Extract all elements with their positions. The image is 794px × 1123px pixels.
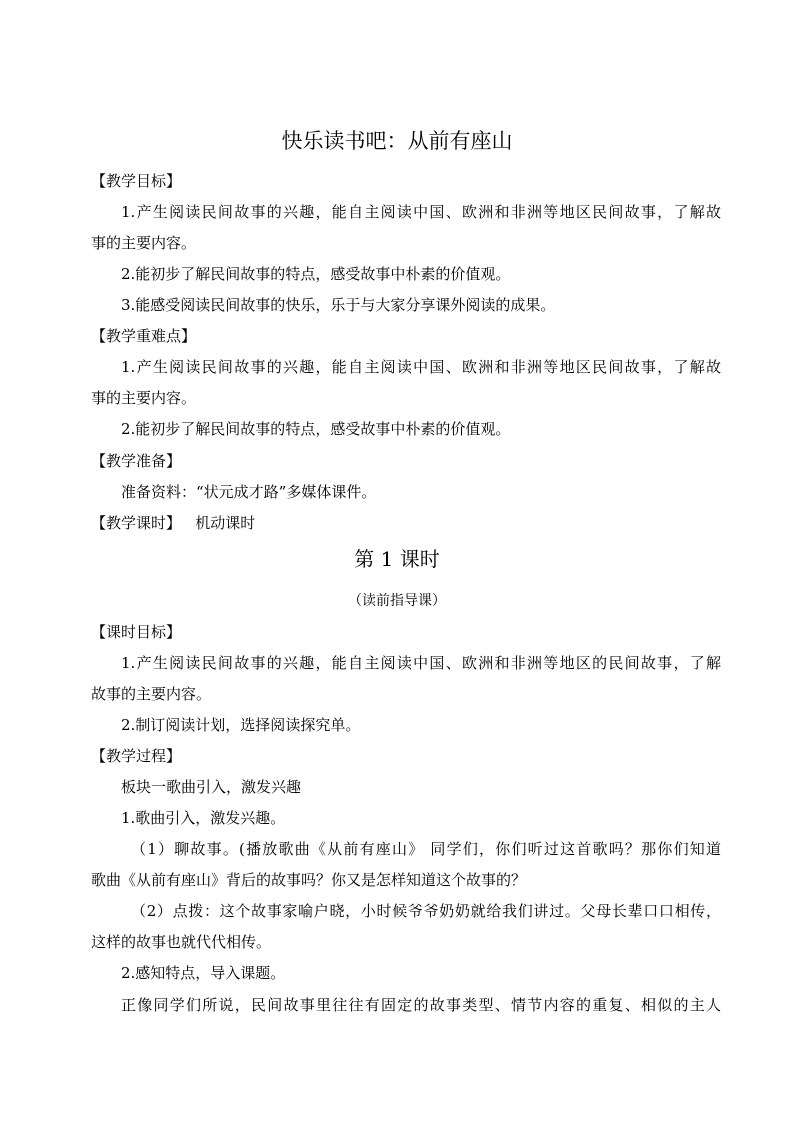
lesson-goal-2: 2.制订阅读计划，选择阅读探究单。 xyxy=(121,716,361,734)
lesson-goal-1-line-2: 故事的主要内容。 xyxy=(91,685,212,703)
section-header-teaching-goals: 【教学目标】 xyxy=(91,172,182,190)
section-header-preparation: 【教学准备】 xyxy=(91,452,182,470)
process-step-1-2-line-1: （2）点拨：这个故事家喻户晓，小时候爷爷奶奶就给我们讲过。父母长辈口口相传， xyxy=(131,902,721,920)
section-header-process: 【教学过程】 xyxy=(91,747,182,765)
key-1-line-1: 1.产生阅读民间故事的兴趣，能自主阅读中国、欧洲和非洲等地区民间故事，了解故 xyxy=(121,358,721,376)
goal-2: 2.能初步了解民间故事的特点，感受故事中朴素的价值观。 xyxy=(121,265,511,283)
key-1-line-2: 事的主要内容。 xyxy=(91,389,197,407)
goal-1-line-2: 事的主要内容。 xyxy=(91,234,197,252)
process-step-1: 1.歌曲引入，激发兴趣。 xyxy=(121,809,286,827)
preparation-text: 准备资料：“状元成才路”多媒体课件。 xyxy=(121,483,377,501)
key-2: 2.能初步了解民间故事的特点，感受故事中朴素的价值观。 xyxy=(121,420,511,438)
process-step-1-1-line-2: 歌曲《从前有座山》背后的故事吗？你又是怎样知道这个故事的？ xyxy=(91,871,527,889)
goal-1-line-1: 1.产生阅读民间故事的兴趣，能自主阅读中国、欧洲和非洲等地区民间故事，了解故 xyxy=(121,203,721,221)
lesson-title: 第 1 课时 xyxy=(354,547,440,571)
section-header-lesson-goals: 【课时目标】 xyxy=(91,623,182,641)
process-step-1-1-line-1: （1）聊故事。(播放歌曲《从前有座山》 同学们，你们听过这首歌吗？那你们知道 xyxy=(131,840,721,858)
teaching-hours-line: 【教学课时】 机动课时 xyxy=(91,514,256,532)
page-title: 快乐读书吧：从前有座山 xyxy=(281,129,513,153)
goal-3: 3.能感受阅读民间故事的快乐，乐于与大家分享课外阅读的成果。 xyxy=(121,296,556,314)
process-block-1: 板块一歌曲引入，激发兴趣 xyxy=(121,778,302,796)
lesson-subtitle: （读前指导课） xyxy=(348,593,446,609)
lesson-goal-1-line-1: 1.产生阅读民间故事的兴趣，能自主阅读中国、欧洲和非洲等地区的民间故事，了解 xyxy=(121,654,721,672)
process-step-1-2-line-2: 这样的故事也就代代相传。 xyxy=(91,933,272,951)
process-step-2: 2.感知特点，导入课题。 xyxy=(121,964,286,982)
section-header-key-points: 【教学重难点】 xyxy=(91,327,197,345)
process-step-2-text: 正像同学们所说，民间故事里往往有固定的故事类型、情节内容的重复、相似的主人 xyxy=(121,996,721,1014)
